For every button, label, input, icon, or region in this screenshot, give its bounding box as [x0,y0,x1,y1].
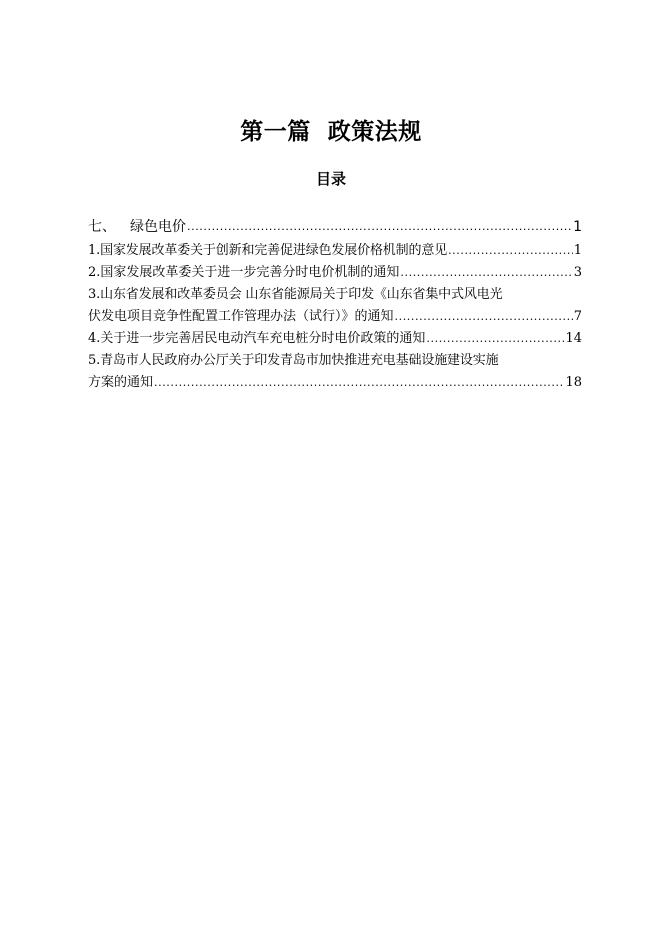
dot-leader [400,262,572,284]
toc-item-title: 4.关于进一步完善居民电动汽车充电桩分时电价政策的通知 [88,331,426,346]
toc-page-number: 7 [573,309,582,324]
dot-leader [187,216,572,238]
toc-page-number: 14 [565,331,582,346]
toc-page-number: 1 [573,219,582,235]
toc-section-number: 七、 [88,219,116,235]
dot-leader [154,372,564,394]
toc-section-7[interactable] [88,216,582,238]
toc-page-number: 3 [573,265,582,280]
toc-section-label [88,216,186,238]
dot-leader [448,240,573,262]
dot-leader [395,306,573,328]
toc-item-4[interactable] [88,328,582,350]
toc-item-5[interactable] [88,350,582,394]
toc-item-1[interactable] [88,240,582,262]
toc-section-title: 绿色电价 [130,219,186,235]
document-title: 第一篇 政策法规 [240,118,422,145]
toc-item-title: 1.国家发展改革委关于创新和完善促进绿色发展价格机制的意见 [88,243,448,258]
toc-page-number: 18 [565,375,582,390]
toc-heading: 目录 [315,170,346,188]
toc-page-number: 1 [573,243,582,258]
toc-item-title-line-2: 伏发电项目竞争性配置工作管理办法（试行）》的通知 [88,309,394,324]
toc-item-title-line-1: 5.青岛市人民政府办公厅关于印发青岛市加快推进充电基础设施建设实施 [88,353,499,368]
dot-leader [426,328,564,350]
table-of-contents [88,216,582,394]
toc-item-2[interactable] [88,262,582,284]
toc-item-title-line-2: 方案的通知 [88,375,154,390]
toc-item-title: 2.国家发展改革委关于进一步完善分时电价机制的通知 [88,265,400,280]
toc-item-3[interactable] [88,284,582,328]
toc-item-title-line-1: 3.山东省发展和改革委员会 山东省能源局关于印发《山东省集中式风电光 [88,287,503,302]
